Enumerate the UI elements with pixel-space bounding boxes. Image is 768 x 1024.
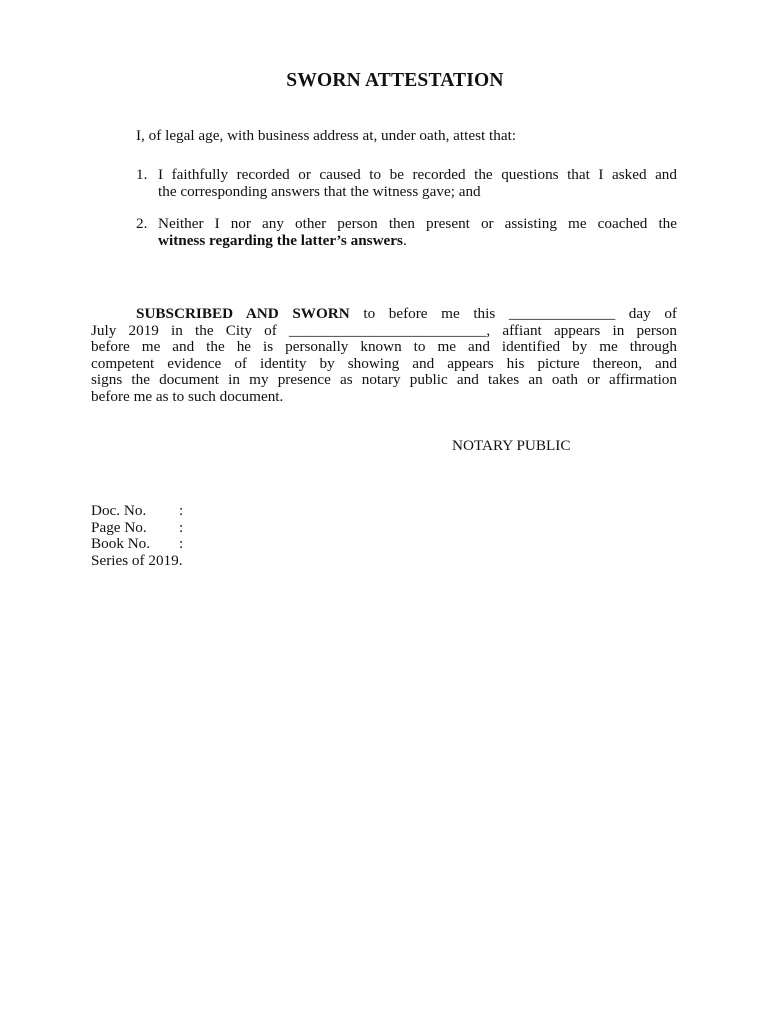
list-item (136, 215, 677, 249)
doc-no-label: Doc. No. (91, 502, 147, 519)
separator: : (179, 502, 184, 519)
separator: : (179, 535, 184, 552)
notary-public-label: NOTARY PUBLIC (452, 437, 571, 454)
item-line-end: . (402, 232, 407, 249)
separator: : (179, 518, 184, 536)
registry-row-doc (91, 502, 183, 519)
registry-row-page (91, 519, 183, 536)
series-label: Series of 2019. (91, 551, 183, 569)
notarial-registry (91, 502, 183, 568)
jurat-line: before me and the he is personally known to me and identified by me through (91, 338, 677, 356)
item-number: 2. (136, 215, 148, 232)
item-text (158, 166, 677, 200)
list-item (136, 166, 677, 200)
jurat-line: before me as to such document. (91, 387, 284, 405)
item-line: I faithfully recorded or caused to be recorded the questions that I asked and (158, 166, 677, 183)
page-no-label: Page No. (91, 518, 147, 536)
item-line: Neither I nor any other person then present or assisting me coached the (158, 215, 677, 232)
jurat-line: competent evidence of identity by showing and appears his picture thereon, and (91, 354, 677, 372)
intro-statement: I, of legal age, with business address at, under oath, attest that: (136, 127, 517, 144)
jurat-bold-lead: SUBSCRIBED AND SWORN (136, 305, 350, 322)
jurat-line: signs the document in my presence as notary public and takes an oath or affirmation (91, 371, 677, 389)
item-line: the corresponding answers that the witness gave; and (158, 183, 481, 200)
jurat-paragraph (91, 305, 677, 405)
jurat-line (91, 305, 677, 322)
jurat-line-rest: to before me this ______________ day of (349, 305, 677, 322)
item-text (158, 215, 677, 249)
document-title: SWORN ATTESTATION (286, 70, 504, 91)
jurat-line: July 2019 in the City of __________________________, affiant appears in person (91, 321, 677, 339)
registry-row-book (91, 535, 183, 552)
registry-row-series (91, 552, 183, 569)
item-line (158, 232, 677, 249)
item-number: 1. (136, 166, 148, 183)
item-bold-text: witness regarding the latter’s answers (158, 232, 403, 249)
book-no-label: Book No. (91, 535, 151, 552)
